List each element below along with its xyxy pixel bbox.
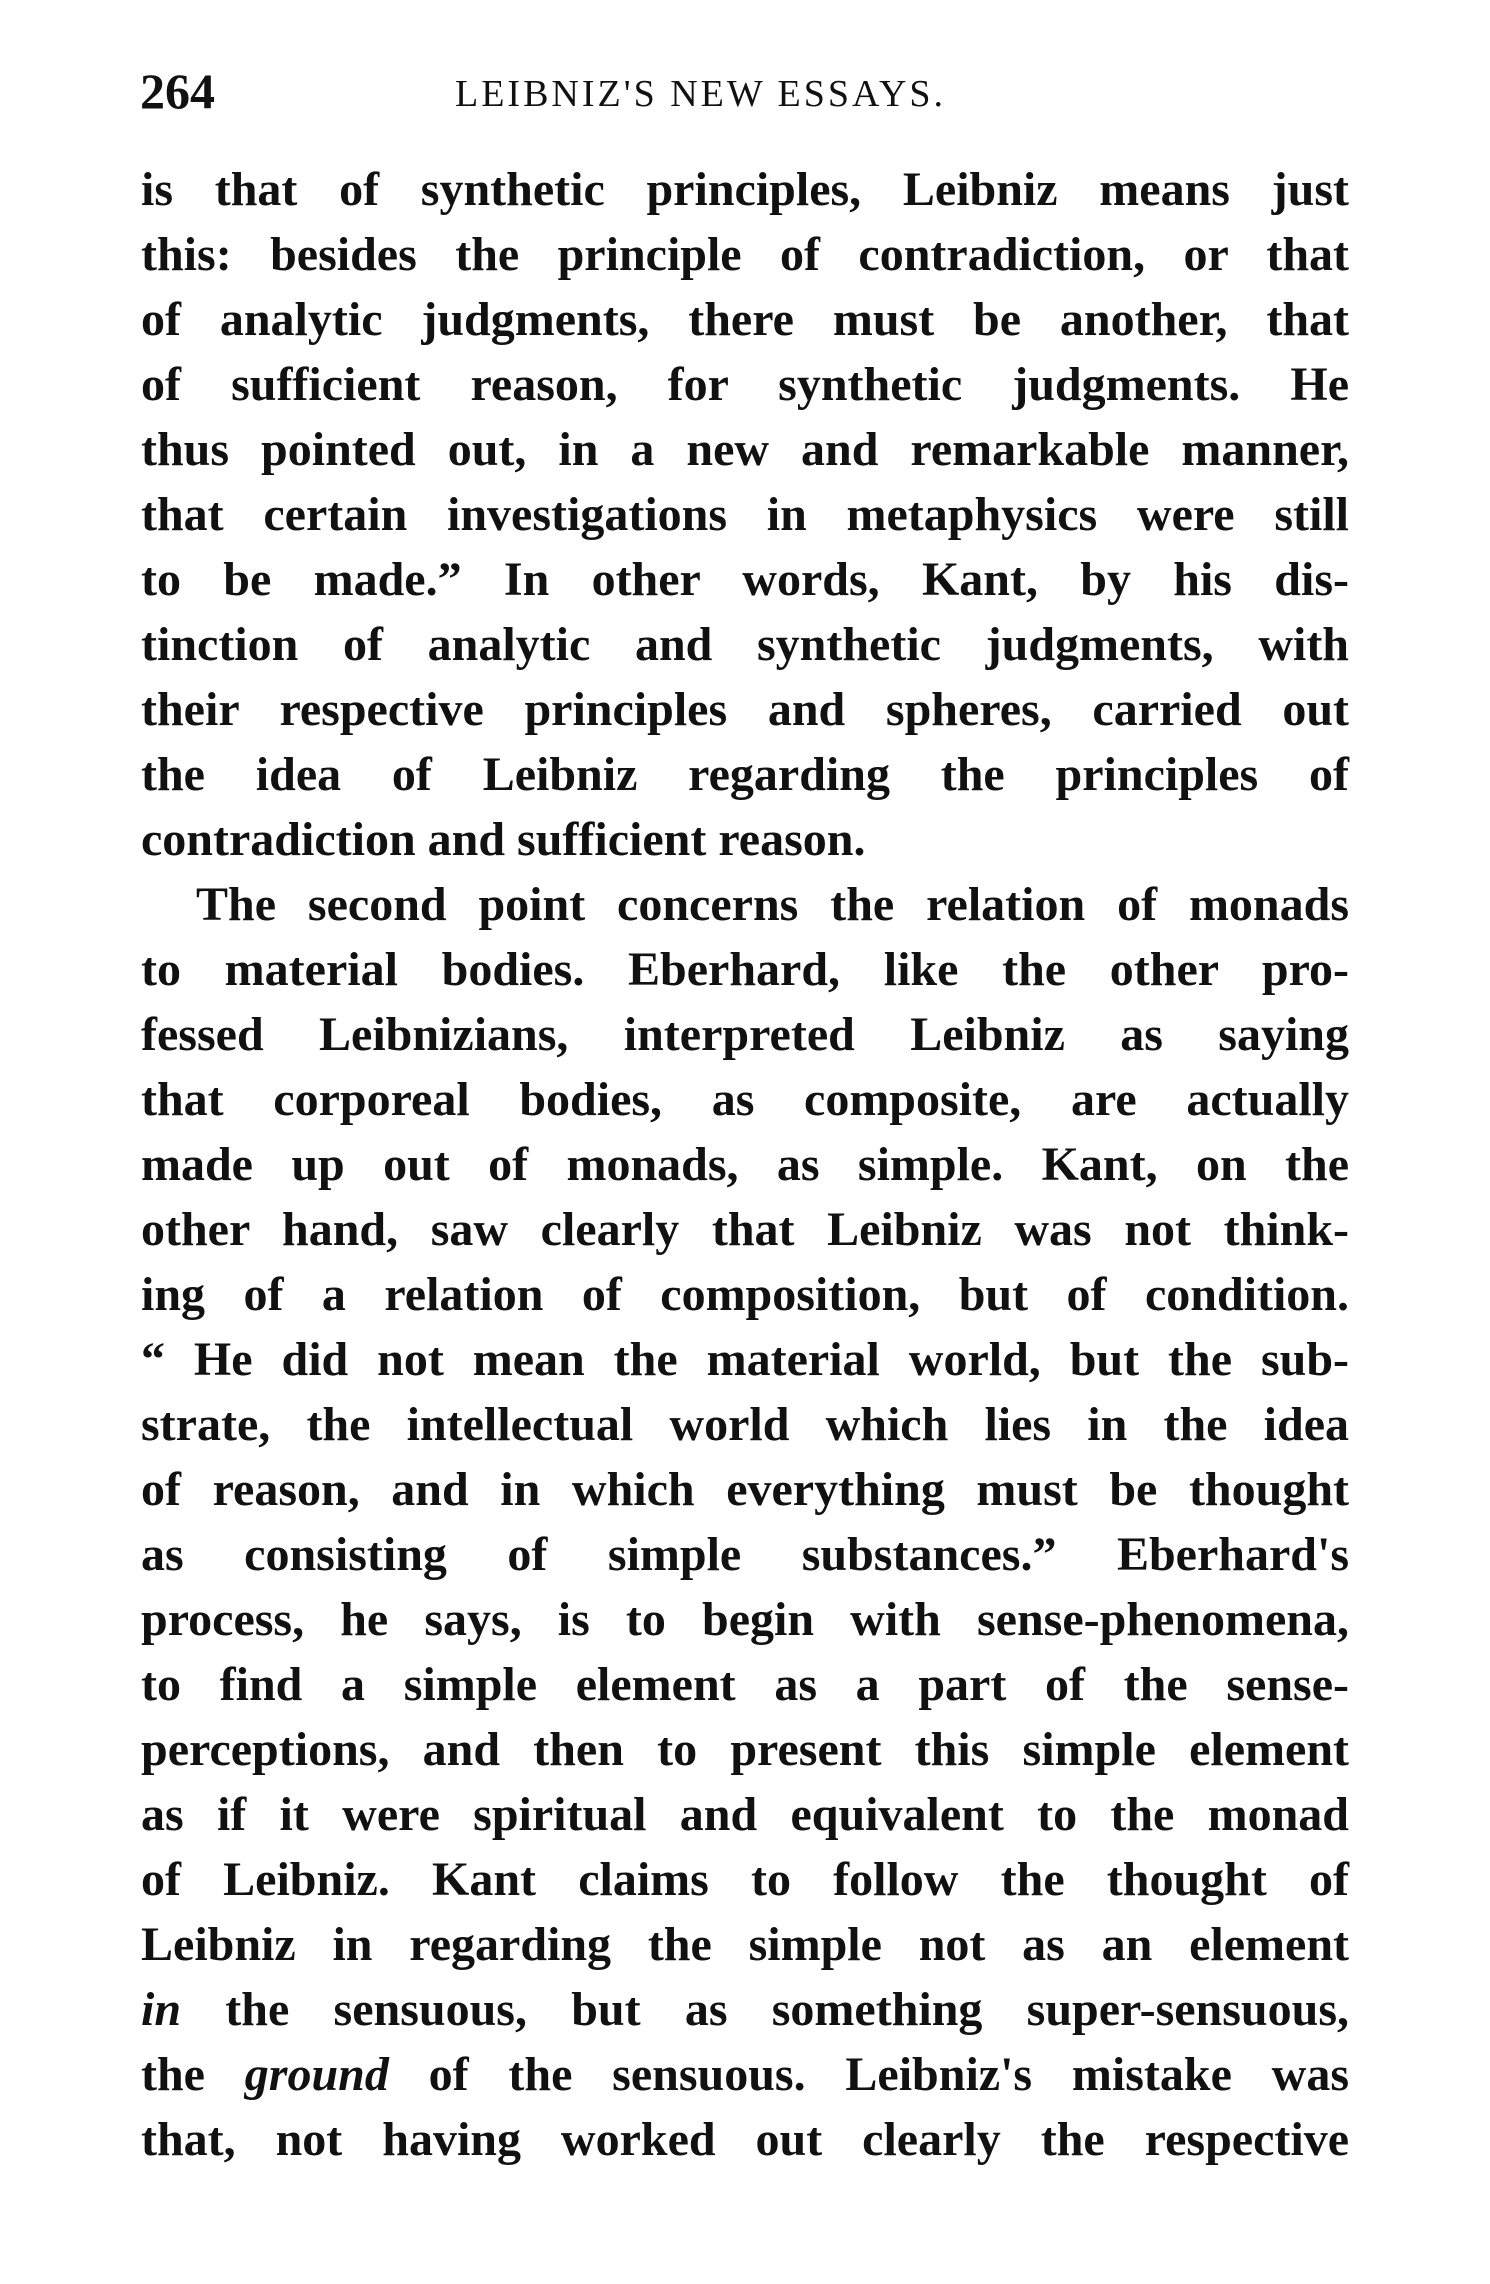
text-segment: made up out of monads, as simple. Kant, on the (141, 1138, 1349, 1191)
text-line (141, 937, 1349, 1002)
text-line (141, 1652, 1349, 1717)
text-line (141, 1197, 1349, 1262)
text-segment: the sensuous, but as something super-sensuous, (181, 1983, 1349, 2036)
text-segment: to material bodies. Eberhard, like the other pro- (141, 943, 1349, 996)
text-line (141, 1002, 1349, 1067)
text-segment: of analytic judgments, there must be another, that (141, 293, 1349, 346)
text-line (141, 1717, 1349, 1782)
text-segment: contradiction and sufficient reason. (141, 813, 866, 866)
text-segment: the (141, 2048, 245, 2101)
text-segment: of reason, and in which everything must be thought (141, 1463, 1349, 1516)
text-line (141, 2107, 1349, 2172)
text-line (141, 1912, 1349, 1977)
text-line (141, 1847, 1349, 1912)
text-line (141, 157, 1349, 222)
text-segment: ing of a relation of composition, but of condition. (141, 1268, 1349, 1321)
page-body-text (141, 157, 1349, 2172)
text-line (141, 547, 1349, 612)
text-segment: of the sensuous. Leibniz's mistake was (388, 2048, 1350, 2101)
text-segment: thus pointed out, in a new and remarkable manner, (141, 423, 1349, 476)
text-line (141, 1522, 1349, 1587)
text-line (141, 1327, 1349, 1392)
text-segment: that certain investigations in metaphysics were still (141, 488, 1349, 541)
text-line (141, 1977, 1349, 2042)
text-segment: to be made.” In other words, Kant, by his dis- (141, 553, 1349, 606)
text-segment: strate, the intellectual world which lies in the idea (141, 1398, 1349, 1451)
italic-text: ground (244, 2048, 389, 2101)
text-segment: to find a simple element as a part of the sense- (141, 1658, 1349, 1711)
text-line (141, 352, 1349, 417)
text-line (141, 1392, 1349, 1457)
text-segment: the idea of Leibniz regarding the principles of (141, 748, 1349, 801)
text-segment: process, he says, is to begin with sense-phenomena, (141, 1593, 1349, 1646)
text-line (141, 872, 1349, 937)
running-head: LEIBNIZ'S NEW ESSAYS. (455, 73, 947, 115)
text-segment: perceptions, and then to present this simple element (141, 1723, 1349, 1776)
text-line (141, 1067, 1349, 1132)
text-segment: of sufficient reason, for synthetic judgments. He (141, 358, 1349, 411)
text-segment: of Leibniz. Kant claims to follow the thought of (141, 1853, 1349, 1906)
text-line (141, 1587, 1349, 1652)
text-line (141, 287, 1349, 352)
text-line (141, 677, 1349, 742)
text-line (141, 1782, 1349, 1847)
text-line (141, 612, 1349, 677)
text-segment: their respective principles and spheres, carried out (141, 683, 1349, 736)
text-line (141, 222, 1349, 287)
text-segment: as if it were spiritual and equivalent to the monad (141, 1788, 1349, 1841)
text-segment: that, not having worked out clearly the respective (141, 2113, 1349, 2166)
text-line (141, 417, 1349, 482)
text-segment: fessed Leibnizians, interpreted Leibniz as saying (141, 1008, 1349, 1061)
text-segment: tinction of analytic and synthetic judgments, with (141, 618, 1349, 671)
text-line (141, 807, 1349, 872)
text-segment: The second point concerns the relation of monads (196, 878, 1349, 931)
text-line (141, 482, 1349, 547)
text-segment: that corporeal bodies, as composite, are actually (141, 1073, 1349, 1126)
text-line (141, 1132, 1349, 1197)
text-line (141, 1457, 1349, 1522)
text-segment: “ He did not mean the material world, but the sub- (141, 1333, 1349, 1386)
text-line (141, 1262, 1349, 1327)
text-segment: as consisting of simple substances.” Eberhard's (141, 1528, 1349, 1581)
italic-text: in (141, 1983, 182, 2036)
text-segment: is that of synthetic principles, Leibniz means just (141, 163, 1349, 216)
page-number: 264 (140, 63, 215, 119)
text-segment: this: besides the principle of contradiction, or that (141, 228, 1349, 281)
text-line (141, 2042, 1349, 2107)
text-segment: other hand, saw clearly that Leibniz was not think- (141, 1203, 1349, 1256)
text-line (141, 742, 1349, 807)
text-segment: Leibniz in regarding the simple not as an element (141, 1918, 1349, 1971)
